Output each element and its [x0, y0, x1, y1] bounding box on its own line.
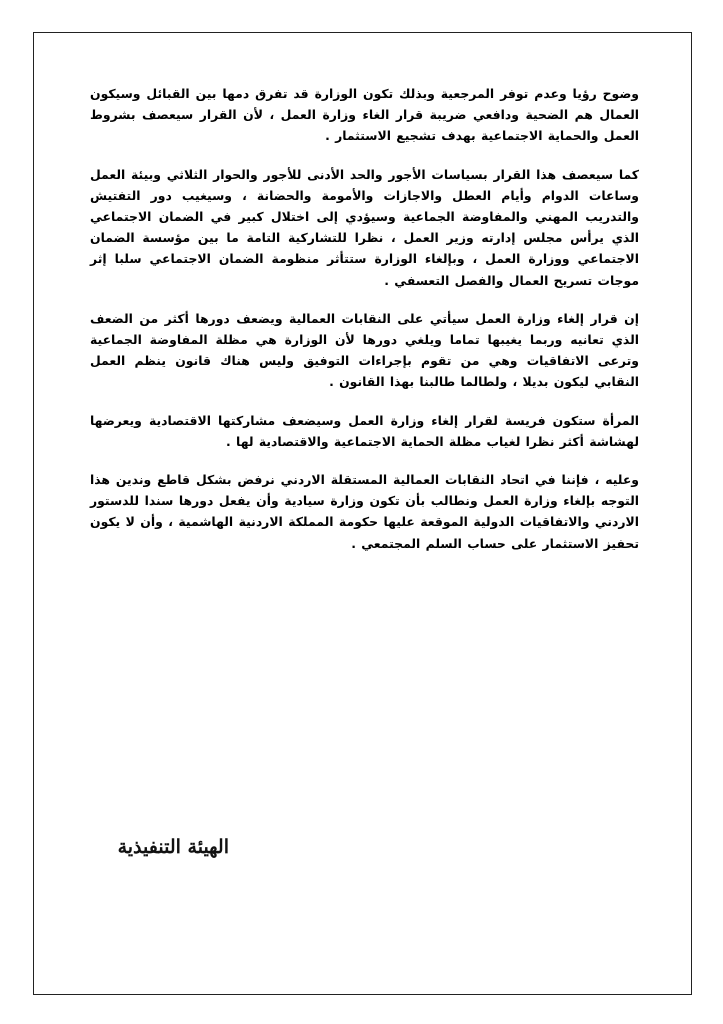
page-frame	[33, 32, 692, 995]
paragraph: المرأة ستكون فريسة لقرار إلغاء وزارة العمل وسيضعف مشاركتها الاقتصادية ويعرضها لهشاشة أكثر نظرا لغياب مظلة الحماية الاجتماعية والاقتصادية لها .	[90, 412, 639, 449]
paragraph: إن قرار إلغاء وزارة العمل سيأتي على النقابات العمالية ويضعف دورها أكثر من الضعف الذي تعانيه وربما يغيبها تماما ويلغي دورها لأن الوزارة هي مظلة المفاوضة الجماعية وترعى الاتفاقيات وهي من تقوم بإجراءات التوفيق وليس هناك قانون ينظم العمل النقابي ليكون بديلا ، ولطالما طالبنا بهذا القانون .	[90, 310, 639, 390]
paragraph: كما سيعصف هذا القرار بسياسات الأجور والحد الأدنى للأجور والحوار الثلاثي وبيئة العمل وساعات الدوام وأيام العطل والاجازات والأمومة والحضانة ، وسيغيب دور التفتيش والتدريب المهني والمفاوضة الجماعية وسيؤدي إلى اختلال كبير في الضمان الاجتماعي الذي يرأس مجلس إدارته وزير العمل ، نظرا للتشاركية التامة ما بين مؤسسة الضمان الاجتماعي ووزارة العمل ، وبإلغاء الوزارة ستتأثر منظومة الضمان الاجتماعي سلبا إثر موجات تسريح العمال والفصل التعسفي .	[90, 166, 639, 288]
document-body	[90, 83, 639, 571]
paragraph: وعليه ، فإننا في اتحاد النقابات العمالية المستقلة الاردني نرفض بشكل قاطع وندين هذا التوجه بإلغاء وزارة العمل ونطالب بأن تكون وزارة سيادية وأن يفعل دورها سندا للدستور الاردني والاتفاقيات الدولية الموقعة عليها حكومة المملكة الاردنية الهاشمية ، وأن لا يكون تحفيز الاستثمار على حساب السلم المجتمعي .	[90, 472, 639, 551]
signature-executive-board: الهيئة التنفيذية	[117, 836, 229, 858]
paragraph: وضوح رؤيا وعدم توفر المرجعية وبذلك تكون الوزارة قد تفرق دمها بين القبائل وسيكون العمال هم الضحية ودافعي ضريبة قرار الغاء وزارة العمل ، لأن القرار سيعصف بشروط العمل والحماية الاجتماعية بهدف تشجيع الاستثمار .	[90, 86, 639, 144]
